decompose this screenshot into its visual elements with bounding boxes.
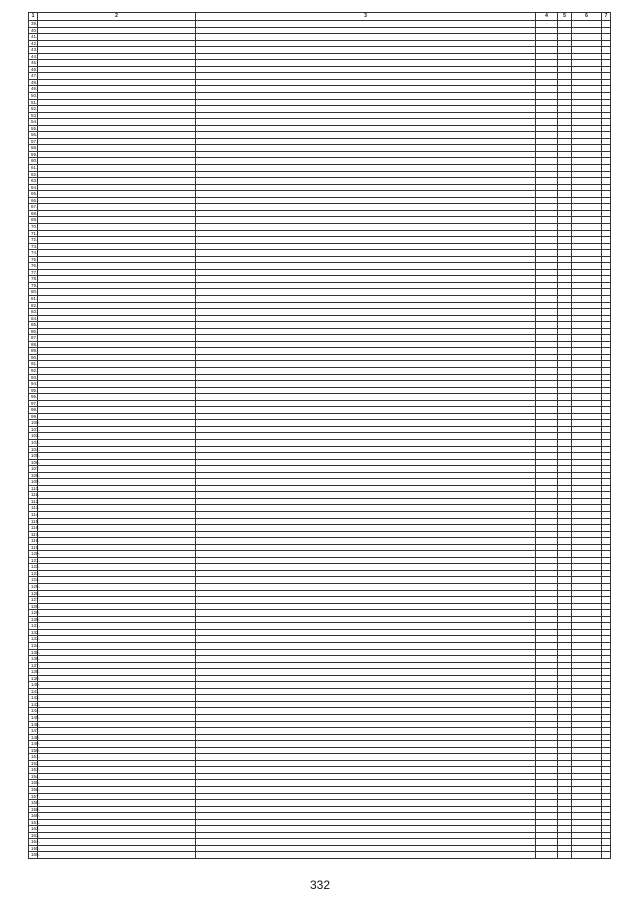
row-number-cell: 132.: [29, 629, 38, 636]
row-number-cell: 57.: [29, 138, 38, 145]
row-number-cell: 148.: [29, 734, 38, 741]
header-cell-1: 1: [29, 13, 38, 21]
row-number-cell: 47.: [29, 73, 38, 80]
row-number-cell: 56.: [29, 132, 38, 139]
row-number-cell: 98.: [29, 407, 38, 414]
row-number-cell: 163.: [29, 832, 38, 839]
row-number-cell: 118.: [29, 538, 38, 545]
year-cell: [536, 852, 558, 859]
row-number-cell: 124.: [29, 577, 38, 584]
note-cell: [602, 852, 611, 859]
row-number-cell: 63.: [29, 178, 38, 185]
row-number-cell: 93.: [29, 374, 38, 381]
row-number-cell: 108.: [29, 472, 38, 479]
row-number-cell: 165.: [29, 845, 38, 852]
row-number-cell: 44.: [29, 53, 38, 60]
row-number-cell: 156.: [29, 786, 38, 793]
row-number-cell: 111.: [29, 492, 38, 499]
row-number-cell: 134.: [29, 642, 38, 649]
row-number-cell: 52.: [29, 106, 38, 113]
row-number-cell: 90.: [29, 354, 38, 361]
row-number-cell: 155.: [29, 780, 38, 787]
row-number-cell: 53.: [29, 112, 38, 119]
row-number-cell: 87.: [29, 335, 38, 342]
row-number-cell: 65.: [29, 191, 38, 198]
row-number-cell: 113.: [29, 505, 38, 512]
row-number-cell: 145.: [29, 714, 38, 721]
row-number-cell: 83.: [29, 309, 38, 316]
row-number-cell: 46.: [29, 66, 38, 73]
row-number-cell: 129.: [29, 610, 38, 617]
row-number-cell: 110.: [29, 485, 38, 492]
header-row: [29, 13, 611, 21]
header-cell-5: 5: [558, 13, 572, 21]
row-number-cell: 143.: [29, 701, 38, 708]
table-header: [29, 13, 611, 21]
header-cell-4: 4: [536, 13, 558, 21]
row-number-cell: 166.: [29, 852, 38, 859]
row-number-cell: 64.: [29, 184, 38, 191]
header-cell-3: 3: [196, 13, 536, 21]
page-number: 332: [309, 878, 331, 892]
row-number-cell: 150.: [29, 747, 38, 754]
row-number-cell: 94.: [29, 381, 38, 388]
row-number-cell: 115.: [29, 518, 38, 525]
table-row: [29, 852, 611, 859]
row-number-cell: 75.: [29, 256, 38, 263]
row-number-cell: 79.: [29, 282, 38, 289]
row-number-cell: 141.: [29, 688, 38, 695]
row-number-cell: 91.: [29, 361, 38, 368]
row-number-cell: 74.: [29, 250, 38, 257]
work-description-cell: [196, 852, 536, 859]
row-number-cell: 144.: [29, 708, 38, 715]
row-number-cell: 133.: [29, 636, 38, 643]
header-cell-2: 2: [38, 13, 196, 21]
row-number-cell: 160.: [29, 813, 38, 820]
row-number-cell: 92.: [29, 367, 38, 374]
row-number-cell: 109.: [29, 479, 38, 486]
row-number-cell: 130.: [29, 616, 38, 623]
row-number-cell: 69.: [29, 217, 38, 224]
row-number-cell: 61.: [29, 165, 38, 172]
row-number-cell: 80.: [29, 289, 38, 296]
row-number-cell: 99.: [29, 413, 38, 420]
row-number-cell: 102.: [29, 433, 38, 440]
row-number-cell: 126.: [29, 590, 38, 597]
row-number-cell: 105.: [29, 453, 38, 460]
row-number-cell: 152.: [29, 760, 38, 767]
register-page: [28, 12, 610, 859]
row-number-cell: 128.: [29, 603, 38, 610]
row-number-cell: 161.: [29, 819, 38, 826]
row-number-cell: 127.: [29, 597, 38, 604]
row-number-cell: 49.: [29, 86, 38, 93]
row-number-cell: 55.: [29, 125, 38, 132]
row-number-cell: 149.: [29, 741, 38, 748]
row-number-cell: 147.: [29, 728, 38, 735]
row-number-cell: 43.: [29, 47, 38, 54]
row-number-cell: 131.: [29, 623, 38, 630]
row-number-cell: 106.: [29, 459, 38, 466]
row-number-cell: 62.: [29, 171, 38, 178]
row-number-cell: 153.: [29, 767, 38, 774]
row-number-cell: 39.: [29, 21, 38, 28]
row-number-cell: 88.: [29, 341, 38, 348]
row-number-cell: 162.: [29, 826, 38, 833]
row-number-cell: 51.: [29, 99, 38, 106]
row-number-cell: 76.: [29, 263, 38, 270]
row-number-cell: 73.: [29, 243, 38, 250]
year-extra-cell: [558, 852, 572, 859]
row-number-cell: 101.: [29, 426, 38, 433]
row-number-cell: 82.: [29, 302, 38, 309]
row-number-cell: 159.: [29, 806, 38, 813]
row-number-cell: 146.: [29, 721, 38, 728]
row-number-cell: 78.: [29, 276, 38, 283]
address-cell: [38, 852, 196, 859]
period-cell: [572, 852, 602, 859]
row-number-cell: 125.: [29, 584, 38, 591]
row-number-cell: 139.: [29, 675, 38, 682]
row-number-cell: 116.: [29, 525, 38, 532]
row-number-cell: 68.: [29, 210, 38, 217]
register-table: [28, 12, 611, 859]
row-number-cell: 135.: [29, 649, 38, 656]
row-number-cell: 89.: [29, 348, 38, 355]
row-number-cell: 42.: [29, 40, 38, 47]
row-number-cell: 58.: [29, 145, 38, 152]
row-number-cell: 70.: [29, 223, 38, 230]
row-number-cell: 84.: [29, 315, 38, 322]
row-number-cell: 117.: [29, 531, 38, 538]
row-number-cell: 120.: [29, 551, 38, 558]
row-number-cell: 142.: [29, 695, 38, 702]
header-cell-7: 7: [602, 13, 611, 21]
row-number-cell: 54.: [29, 119, 38, 126]
row-number-cell: 95.: [29, 387, 38, 394]
row-number-cell: 48.: [29, 79, 38, 86]
row-number-cell: 151.: [29, 754, 38, 761]
row-number-cell: 85.: [29, 322, 38, 329]
row-number-cell: 66.: [29, 197, 38, 204]
row-number-cell: 41.: [29, 34, 38, 41]
row-number-cell: 97.: [29, 400, 38, 407]
row-number-cell: 81.: [29, 295, 38, 302]
row-number-cell: 86.: [29, 328, 38, 335]
row-number-cell: 112.: [29, 498, 38, 505]
row-number-cell: 100.: [29, 420, 38, 427]
row-number-cell: 59.: [29, 151, 38, 158]
row-number-cell: 137.: [29, 662, 38, 669]
row-number-cell: 121.: [29, 557, 38, 564]
header-cell-6: 6: [572, 13, 602, 21]
row-number-cell: 114.: [29, 512, 38, 519]
row-number-cell: 71.: [29, 230, 38, 237]
row-number-cell: 164.: [29, 839, 38, 846]
row-number-cell: 60.: [29, 158, 38, 165]
row-number-cell: 157.: [29, 793, 38, 800]
row-number-cell: 122.: [29, 564, 38, 571]
row-number-cell: 77.: [29, 269, 38, 276]
row-number-cell: 154.: [29, 773, 38, 780]
row-number-cell: 138.: [29, 669, 38, 676]
row-number-cell: 123.: [29, 570, 38, 577]
row-number-cell: 103.: [29, 440, 38, 447]
row-number-cell: 119.: [29, 544, 38, 551]
row-number-cell: 67.: [29, 204, 38, 211]
row-number-cell: 72.: [29, 237, 38, 244]
row-number-cell: 104.: [29, 446, 38, 453]
table-body: [29, 21, 611, 859]
row-number-cell: 158.: [29, 800, 38, 807]
row-number-cell: 50.: [29, 93, 38, 100]
row-number-cell: 40.: [29, 27, 38, 34]
row-number-cell: 107.: [29, 466, 38, 473]
row-number-cell: 45.: [29, 60, 38, 67]
row-number-cell: 96.: [29, 394, 38, 401]
row-number-cell: 136.: [29, 656, 38, 663]
row-number-cell: 140.: [29, 682, 38, 689]
